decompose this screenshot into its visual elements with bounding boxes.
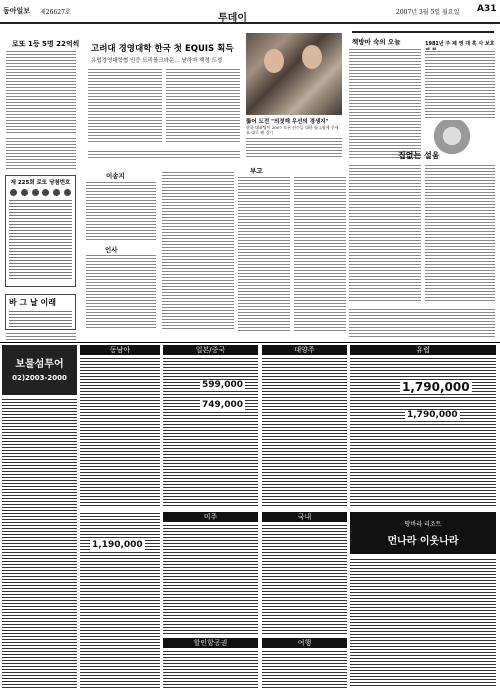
lottery-ball (42, 189, 49, 196)
ad-price: 749,000 (202, 400, 243, 410)
obit-text-col3 (294, 176, 346, 332)
promo-box (5, 294, 76, 330)
page-header (0, 0, 500, 24)
insa-text (86, 254, 156, 329)
right-heading: 책방마 숙의 오늘 (352, 38, 401, 46)
lottery-ball (53, 189, 60, 196)
essay-text-col1 (349, 164, 421, 302)
photo-caption-detail: 한국 대표팀이 2007 모든 선수들 대한 월 2월에 주세요 대로 해 경기 (246, 125, 339, 135)
photo-person (302, 45, 322, 69)
ad-banner-title: 보물섬투어 (15, 359, 64, 370)
people-title: 이송지 (106, 172, 125, 180)
ad-banner-resort (350, 512, 496, 554)
ad-tab-discount-air: 할인항공권 (163, 638, 258, 648)
ad-price-europe-2: 1,790,000 (407, 410, 458, 420)
issue-date: 2007년 3월 5일 월요일 (396, 9, 460, 16)
masthead: 동아일보 (3, 7, 31, 15)
lottery-title: 제 225회 로또 당첨번호 (10, 180, 71, 186)
ad-price-2: 1,190,000 (92, 540, 143, 550)
issue-number: 제26627호 (40, 9, 71, 16)
obit-text-col1 (162, 171, 234, 331)
ad-tab-japan-china: 일본/중국 (163, 345, 258, 355)
main-headline: 고려대 경영대학 한국 첫 EQUIS 획득 (91, 44, 234, 54)
ad-banner-phone: 02)2003-2000 (12, 374, 67, 382)
ad-column-7 (262, 524, 347, 634)
ad-tab-europe: 유럽 (350, 345, 496, 355)
obit-text-col2 (238, 176, 290, 332)
ad-column-6 (163, 524, 258, 634)
lottery-ball (21, 189, 28, 196)
insa-title: 인사 (105, 246, 118, 254)
main-text-footer (88, 150, 240, 160)
page-number: A31 (477, 4, 497, 14)
ad-column-8 (80, 512, 160, 688)
ad-column-1 (2, 398, 77, 688)
right-side-title: 1981년 주 제 영 대 혹 사 보호 (425, 41, 495, 47)
left-headline: 로또 1등 5명 22억씩 (12, 40, 80, 48)
left-article-text (6, 50, 76, 135)
ad-column-2 (80, 357, 160, 507)
main-subhead: 유럽경영대학협 인증 트리플크라운… 날하자 책정 도정 (91, 58, 223, 64)
ad-column-4 (262, 357, 347, 507)
photo-person (264, 49, 284, 73)
bugo-title: 부고 (250, 167, 263, 175)
ad-banner-treasure (2, 345, 77, 395)
ad-tab-oceania: 대양주 (262, 345, 347, 355)
lottery-ball (10, 189, 17, 196)
lottery-ball (32, 189, 39, 196)
lottery-table (9, 199, 72, 281)
lottery-box (5, 175, 76, 287)
ad-tab-domestic: 국내 (262, 512, 347, 522)
photo-caption-text (246, 137, 342, 159)
right-text-col1 (349, 48, 421, 158)
ad-column-9 (350, 558, 496, 688)
section-title: 투데이 (218, 13, 247, 24)
ad-tab-america: 미주 (163, 512, 258, 522)
lottery-ball (64, 189, 71, 196)
essay-text-col2 (425, 164, 495, 302)
ad-column-11 (262, 650, 347, 688)
ad-column-10 (163, 650, 258, 688)
news-photo (246, 33, 342, 115)
right-rule (352, 31, 494, 33)
promo-text (9, 310, 72, 328)
photo-caption: 뚫어 도전 "의젓해 우선의 경생지" (246, 119, 329, 125)
main-text-col2 (166, 68, 240, 143)
ad-tab-southeast-asia: 동남아 (80, 345, 160, 355)
ad-divider (0, 342, 500, 343)
ad-tab-travel: 여행 (262, 638, 347, 648)
main-text-col1 (88, 68, 162, 143)
ad-banner-resort-title: 땅바라 리조트 (404, 521, 442, 528)
right-text-col2 (425, 50, 495, 120)
ad-banner-resort-sub: 먼나라 이웃나라 (387, 536, 459, 547)
ad-price-europe: 1,790,000 (402, 380, 470, 394)
promo-title: 바 그 날 이래 (9, 298, 56, 307)
people-text (86, 181, 156, 241)
lottery-numbers (8, 189, 73, 196)
left-article-text-2 (6, 137, 76, 169)
essay-text-bottom (349, 308, 495, 338)
ad-price: 599,000 (202, 380, 243, 390)
essay-title: 집없는 설움 (398, 151, 440, 160)
